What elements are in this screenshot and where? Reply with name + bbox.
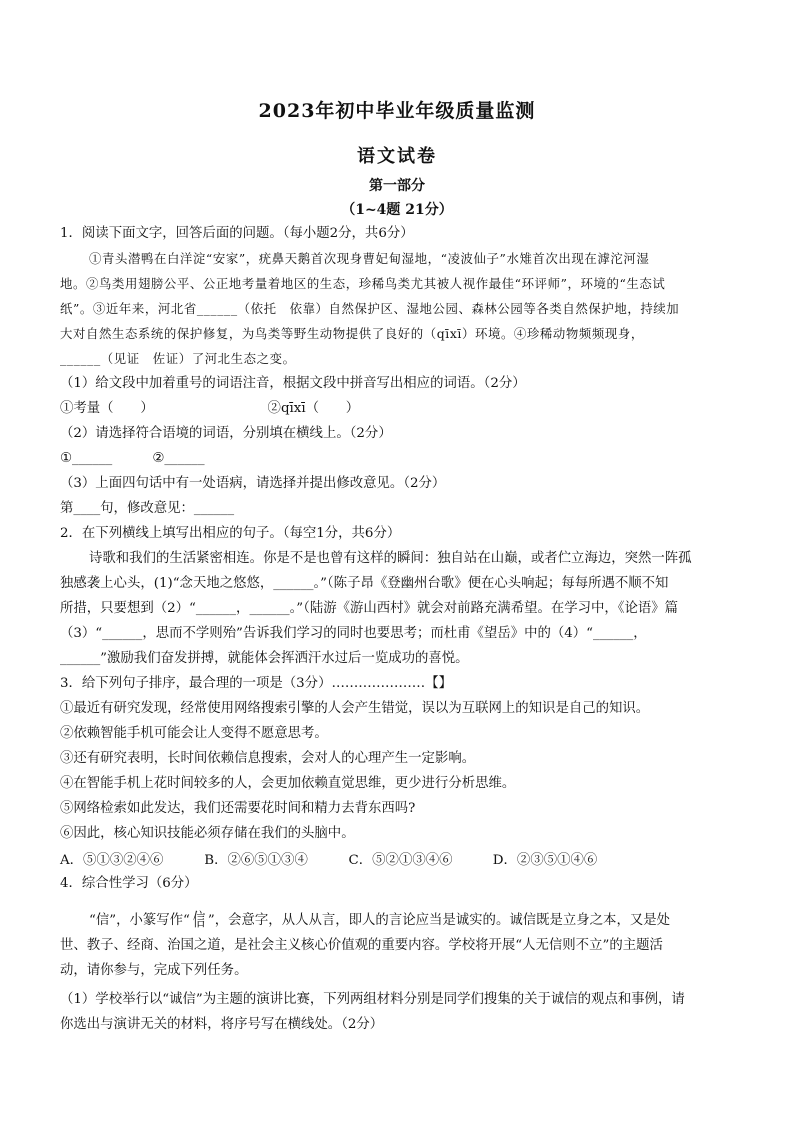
q2-passage-line: 独感袭上心头，(1)“念天地之悠悠，______。”（陈子昂《登幽州台歌》便在心头响起；每每所遇不顺不知: [60, 576, 669, 591]
q4-intro-post: ”，会意字，从人从言，即人的言论应当是诚实的。诚信既是立身之本，又是处: [207, 913, 671, 928]
q1-sub3: （3）上面四句话中有一处语病，请选择并提出修改意见。（2分）: [60, 476, 446, 491]
exam-title: 2023年初中毕业年级质量监测: [258, 100, 536, 122]
q2-passage-line: （3）“______，思而不学则殆”告诉我们学习的同时也要思考；而杜甫《望岳》中的（4）“______，: [60, 626, 647, 641]
q1-passage-line: 纸”。③近年来，河北省______（依托 依靠）自然保护区、湿地公园、森林公园等各类自然保护地，持续加: [60, 301, 680, 316]
question-1-stem: 1．阅读下面文字，回答后面的问题。（每小题2分，共6分）: [60, 226, 414, 241]
q3-sentence: ②依赖智能手机可能会让人变得不愿意思考。: [60, 726, 328, 741]
q1-sub3-answer: 第____句，修改意见：______: [60, 501, 235, 516]
q4-intro-line: [89, 911, 769, 931]
part-heading: 第一部分: [369, 178, 425, 194]
q4-intro-pre: “信”，小篆写作“: [89, 913, 190, 928]
option-d[interactable]: D．②③⑤①④⑥: [492, 853, 598, 868]
q1-passage-line: ①青头潜鸭在白洋淀“安家”，疣鼻天鹅首次现身曹妃甸湿地，“凌波仙子”水雉首次出现在滹沱河湿: [89, 251, 650, 266]
q1-sub1: （1）给文段中加着重号的词语注音，根据文段中拼音写出相应的词语。（2分）: [60, 376, 526, 391]
q1-sub2: （2）请选择符合语境的词语，分别填在横线上。（2分）: [60, 426, 392, 441]
q3-options: [60, 849, 597, 868]
option-a[interactable]: A．⑤①③②④⑥: [60, 853, 164, 868]
q3-sentence: ③还有研究表明，长时间依赖信息搜索，会对人的心理产生一定影响。: [60, 751, 476, 766]
question-3-stem: 3．给下列句子排序，最合理的一项是（3分）…………………【】: [60, 676, 452, 691]
q3-sentence: ①最近有研究发现，经常使用网络搜索引擎的人会产生错觉，误以为互联网上的知识是自己的知识。: [60, 701, 650, 716]
q2-passage-line: ______”激励我们奋发拼搏，就能体会挥洒汗水过后一览成功的喜悦。: [60, 651, 469, 666]
q4-intro-line: 世、教子、经商、治国之道，是社会主义核心价值观的重要内容。学校将开展“人无信则不立”的主题活: [60, 938, 663, 953]
q1-passage-line: ______（见证 佐证）了河北生态之变。: [60, 351, 296, 366]
q1-passage-line: 地。②鸟类用翅膀公平、公正地考量着地区的生态，珍稀鸟类尤其被人视作最佳“环评师”，环境的“生态试: [60, 276, 666, 291]
q3-sentence: ⑥因此，核心知识技能必须存储在我们的头脑中。: [60, 826, 355, 841]
q3-sentence: ④在智能手机上花时间较多的人，会更加依赖直觉思维，更少进行分析思维。: [60, 776, 516, 791]
q1-sub1-answer: ①考量（ ） ②qīxī（ ）: [60, 401, 360, 416]
seal-script-glyph: 信: [192, 910, 206, 931]
q2-passage-line: 诗歌和我们的生活紧密相连。你是不是也曾有这样的瞬间：独自站在山巅，或者伫立海边，突然一阵孤: [89, 551, 692, 566]
q1-passage-line: 大对自然生态系统的保护修复，为鸟类等野生动物提供了良好的（qīxī）环境。④珍稀动物频频现身，: [60, 326, 644, 341]
option-c[interactable]: C．⑤②①③④⑥: [348, 853, 453, 868]
q2-passage-line: 所措，只要想到（2）“______，______。”（陆游《游山西村》就会对前路充满希望。在学习中，《论语》篇: [60, 601, 679, 616]
subject-title: 语文试卷: [357, 146, 437, 167]
question-2-stem: 2．在下列横线上填写出相应的句子。（每空1分，共6分）: [60, 526, 401, 541]
part-range: （1~4题 21分）: [341, 202, 453, 218]
q4-sub1: （1）学校举行以“诚信”为主题的演讲比赛，下列两组材料分别是同学们搜集的关于诚信的观点和事例，请: [60, 992, 685, 1007]
q1-sub2-answer: ①______ ②______: [60, 451, 205, 466]
q4-sub1: 你选出与演讲无关的材料，将序号写在横线处。（2分）: [60, 1017, 384, 1032]
q3-sentence: ⑤网络检索如此发达，我们还需要花时间和精力去背东西吗?: [60, 801, 416, 816]
question-4-stem: 4．综合性学习（6分）: [60, 876, 198, 891]
option-b[interactable]: B．②⑥⑤①③④: [204, 853, 308, 868]
q4-intro-line: 动，请你参与，完成下列任务。: [60, 963, 248, 978]
